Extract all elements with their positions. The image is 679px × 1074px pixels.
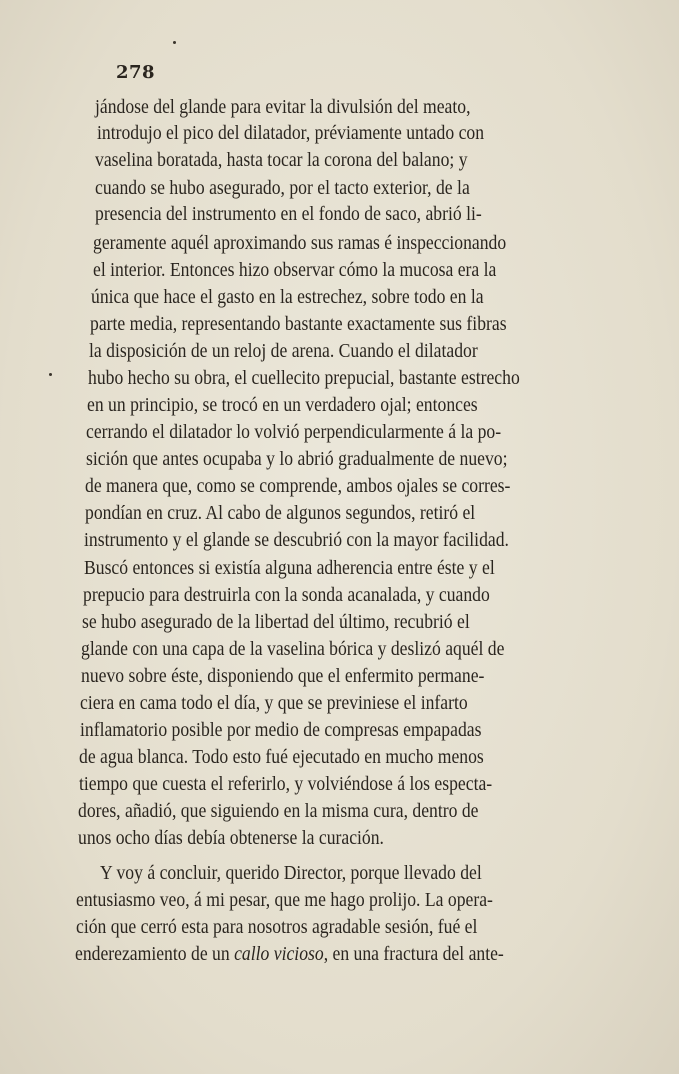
text-line: de agua blanca. Todo esto fué ejecutado en mucho menos xyxy=(79,746,484,768)
text-line: instrumento y el glande se descubrió con la mayor facilidad. xyxy=(84,529,509,551)
text-fragment: enderezamiento de un xyxy=(75,943,235,965)
italic-term: callo vicioso xyxy=(234,943,324,965)
text-line: en un principio, se trocó en un verdadero ojal; entonces xyxy=(87,394,478,416)
text-line: presencia del instrumento en el fondo de saco, abrió li- xyxy=(95,203,482,225)
text-line: Y voy á concluir, querido Director, porque llevado del xyxy=(100,862,482,884)
text-line: el interior. Entonces hizo observar cómo la mucosa era la xyxy=(93,259,497,281)
text-line: tiempo que cuesta el referirlo, y volviéndose á los especta- xyxy=(79,773,493,795)
text-line: cerrando el dilatador lo volvió perpendicularmente á la po- xyxy=(86,421,502,443)
text-line: la disposición de un reloj de arena. Cuando el dilatador xyxy=(89,340,478,362)
text-line: introdujo el pico del dilatador, préviamente untado con xyxy=(97,122,485,144)
text-line: hubo hecho su obra, el cuellecito prepucial, bastante estrecho xyxy=(88,367,520,389)
text-line: cuando se hubo asegurado, por el tacto exterior, de la xyxy=(95,177,470,199)
text-line: se hubo asegurado de la libertad del último, recubrió el xyxy=(82,611,470,633)
text-line: ción que cerró esta para nosotros agradable sesión, fué el xyxy=(76,916,478,938)
text-line: unos ocho días debía obtenerse la curación. xyxy=(78,827,384,849)
text-line: vaselina boratada, hasta tocar la corona del balano; y xyxy=(95,149,468,171)
text-line: geramente aquél aproximando sus ramas é inspeccionando xyxy=(93,232,507,254)
text-line: prepucio para destruirla con la sonda acanalada, y cuando xyxy=(83,584,490,606)
text-line: Buscó entonces si existía alguna adherencia entre éste y el xyxy=(84,557,495,579)
text-line: ciera en cama todo el día, y que se previniese el infarto xyxy=(80,692,468,714)
text-line: única que hace el gasto en la estrechez, sobre todo en la xyxy=(91,286,484,308)
page-number: 278 xyxy=(116,62,156,83)
text-line: parte media, representando bastante exactamente sus fibras xyxy=(90,313,507,335)
text-line: glande con una capa de la vaselina bórica y deslizó aquél de xyxy=(81,638,505,660)
text-fragment: , en una fractura del ante- xyxy=(323,943,504,965)
text-line: inflamatorio posible por medio de compresas empapadas xyxy=(80,719,482,741)
text-line: dores, añadió, que siguiendo en la misma cura, dentro de xyxy=(78,800,479,822)
text-line: de manera que, como se comprende, ambos ojales se corres- xyxy=(85,475,511,497)
text-line: pondían en cruz. Al cabo de algunos segundos, retiró el xyxy=(85,502,476,524)
text-line: entusiasmo veo, á mi pesar, que me hago prolijo. La opera- xyxy=(76,889,493,911)
text-line: jándose del glande para evitar la divulsión del meato, xyxy=(95,96,471,118)
text-line-last xyxy=(75,941,504,967)
text-line: sición que antes ocupaba y lo abrió gradualmente de nuevo; xyxy=(86,448,508,470)
text-line: nuevo sobre éste, disponiendo que el enfermito permane- xyxy=(81,665,485,687)
